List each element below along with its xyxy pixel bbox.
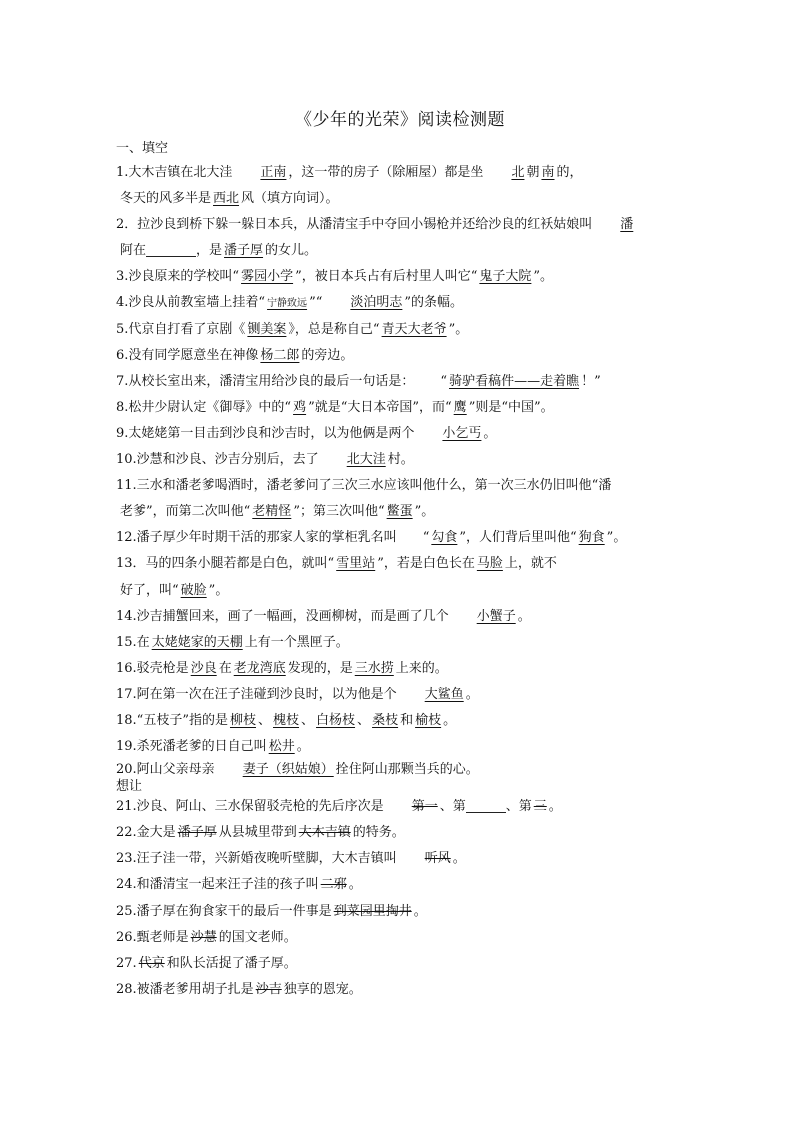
question-20: 20.阿山父亲母亲 妻子（织姑娘） 拴住阿山那颗当兵的心。 <box>116 762 479 778</box>
answer: 代京 <box>138 955 165 971</box>
answer: 老精怪 <box>252 504 292 520</box>
answer: 勾食 <box>431 530 458 546</box>
answer: 破脸 <box>180 582 207 598</box>
question-3: 3.沙良原来的学校叫“ 雾园小学 ”，被日本兵占有后村里人叫它“ 鬼子大院 ”。 <box>116 269 554 285</box>
question-23: 23.汪子洼一带，兴新婚夜晚听壁脚，大木吉镇叫 听风 。 <box>116 851 466 867</box>
question-14: 14.沙吉捕蟹回来，画了一幅画，没画柳树，而是画了几个 小蟹子 。 <box>116 608 531 624</box>
answer: 鳖蛋 <box>386 504 413 520</box>
question-24: 24.和潘清宝一起来汪子洼的孩子叫 二邪 。 <box>116 877 362 893</box>
answer: 榆枝 <box>415 712 442 728</box>
question-6: 6.没有同学愿意坐在神像 杨二郎 的旁边。 <box>116 347 354 363</box>
answer: 淡泊明志 <box>350 295 403 311</box>
question-21: 21.沙良、阿山、三水保留驳壳枪的先后序次是 第一 、第 、第 三 。 <box>116 799 562 815</box>
answer: 潘 <box>620 217 634 233</box>
answer: 第一 <box>411 799 438 815</box>
question-2: 2．拉沙良到桥下躲一躲日本兵，从潘清宝手中夺回小锡枪并还给沙良的红袄姑娘叫 潘 <box>116 217 634 233</box>
answer: 铡美案 <box>247 321 287 337</box>
question-20-cont: 想让 <box>116 779 143 795</box>
answer: 大木吉镇 <box>298 825 351 841</box>
answer: 狗食 <box>578 530 605 546</box>
question-4: 4.沙良从前教室墙上挂着“ 宁静致远 ”“ 淡泊明志 ”的条幅。 <box>116 295 464 311</box>
question-13: 13．马的四条小腿若都是白色，就叫“ 雪里站 ”，若是白色长在 马脸 上，就不 <box>116 556 557 572</box>
answer: 沙吉 <box>255 981 282 997</box>
answer: 听风 <box>424 851 451 867</box>
answer: 大鲨鱼 <box>424 686 464 702</box>
question-26: 26.甄老师是 沙慧 的国文老师。 <box>116 929 297 945</box>
question-1: 1.大木吉镇在北大洼 正南 ，这一带的房子（除厢屋）都是坐 北 朝 南 的， <box>116 165 583 180</box>
answer: 沙慧 <box>190 929 217 945</box>
question-28: 28.被潘老爹用胡子扎是 沙吉 独享的恩宠。 <box>116 981 362 997</box>
answer: 柳枝 <box>229 712 256 728</box>
answer: 鬼子大院 <box>479 269 532 285</box>
question-2-cont: 阿在 ，是 潘子厚 的女儿。 <box>120 243 318 259</box>
answer: 二邪 <box>320 877 347 893</box>
answer: 雾园小学 <box>241 269 294 285</box>
answer: 沙良 <box>190 660 217 676</box>
answer: 太姥姥家的天棚 <box>151 634 243 650</box>
question-list <box>116 160 700 1003</box>
question-5: 5.代京自打看了京剧《 铡美案 》，总是称自己“ 青天大老爷 ”。 <box>116 321 469 337</box>
question-13-cont: 好了，叫“ 破脸 ”。 <box>120 582 229 598</box>
answer: 到菜园里掏井 <box>333 903 412 919</box>
answer: 南 <box>541 165 555 180</box>
answer: 骑驴看稿件——走着瞧 <box>449 373 580 389</box>
question-22: 22.金大是 潘子厚 从县城里带到 大木吉镇 的特务。 <box>116 825 405 841</box>
answer: 鹰 <box>453 399 467 415</box>
answer: 西北 <box>213 191 240 207</box>
answer: 潘子厚 <box>224 243 264 259</box>
answer: 北大洼 <box>346 452 386 468</box>
answer: 槐枝 <box>273 712 300 728</box>
answer: 小蟹子 <box>476 608 516 624</box>
answer: 三水捞 <box>354 660 394 676</box>
answer: 老龙湾底 <box>233 660 286 676</box>
question-1-cont: 冬天的风多半是 西北 风（填方向词）。 <box>120 191 339 207</box>
question-18: 18.“五枝子”指的是 柳枝 、 槐枝 、 白杨枝 、 桑枝 和 榆枝 。 <box>116 712 457 728</box>
answer: 白杨枝 <box>316 712 356 728</box>
answer: 青天大老爷 <box>381 321 447 337</box>
answer: 正南 <box>260 165 287 180</box>
answer: 杨二郎 <box>260 347 300 363</box>
question-19: 19.杀死潘老爹的日自己叫 松井 。 <box>116 739 310 755</box>
answer: 小乞丐 <box>442 425 482 441</box>
question-16: 16.驳壳枪是 沙良 在 老龙湾底 发现的，是 三水捞 上来的。 <box>116 660 448 676</box>
question-25: 25.潘子厚在狗食家干的最后一件事是 到菜园里掏井 。 <box>116 903 427 919</box>
question-11-cont: 老爹”，而第二次叫他“ 老精怪 ”；第三次叫他“ 鳖蛋 ”。 <box>120 504 435 520</box>
answer: 北 <box>511 165 525 180</box>
question-7: 7.从校长室出来，潘清宝用给沙良的最后一句话是： “ 骑驴看稿件——走着瞧 ！” <box>116 373 601 389</box>
answer: 松井 <box>268 739 295 755</box>
answer: 雪里站 <box>336 556 376 572</box>
question-15: 15.在 太姥姥家的天棚 上有一个黑匣子。 <box>116 634 349 650</box>
page-title: 《少年的光荣》阅读检测题 <box>295 110 505 130</box>
question-8: 8.松井少尉认定《御辱》中的“ 鸡 ”就是“大日本帝国”，而“ 鹰 ”则是“中国”。 <box>116 399 554 415</box>
answer: 宁静致远 <box>267 298 308 310</box>
section-heading: 一、填空 <box>116 141 169 156</box>
question-11: 11.三水和潘老爹喝酒时，潘老爹问了三次三水应该叫他什么，第一次三水仍旧叫他“潘 <box>116 478 612 494</box>
answer: 潘子厚 <box>177 825 217 841</box>
question-17: 17.阿在第一次在汪子洼碰到沙良时，以为他是个 大鲨鱼 。 <box>116 686 479 702</box>
answer: 三 <box>533 799 547 815</box>
question-10: 10.沙慧和沙良、沙吉分别后，去了 北大洼 村。 <box>116 452 414 468</box>
answer: 马脸 <box>476 556 503 572</box>
answer: 鸡 <box>293 399 307 415</box>
question-27: 27. 代京 和队长活捉了潘子厚。 <box>116 955 297 971</box>
answer: 妻子（织姑娘） <box>242 762 334 778</box>
answer: 桑枝 <box>372 712 399 728</box>
question-12: 12.潘子厚少年时期干活的那家人家的掌柜乳名叫 “ 勾食 ”，人们背后里叫他“ 狗食 ”。 <box>116 530 627 546</box>
question-9: 9.太姥姥第一目击到沙良和沙吉时，以为他俩是两个 小乞丐 。 <box>116 425 497 441</box>
